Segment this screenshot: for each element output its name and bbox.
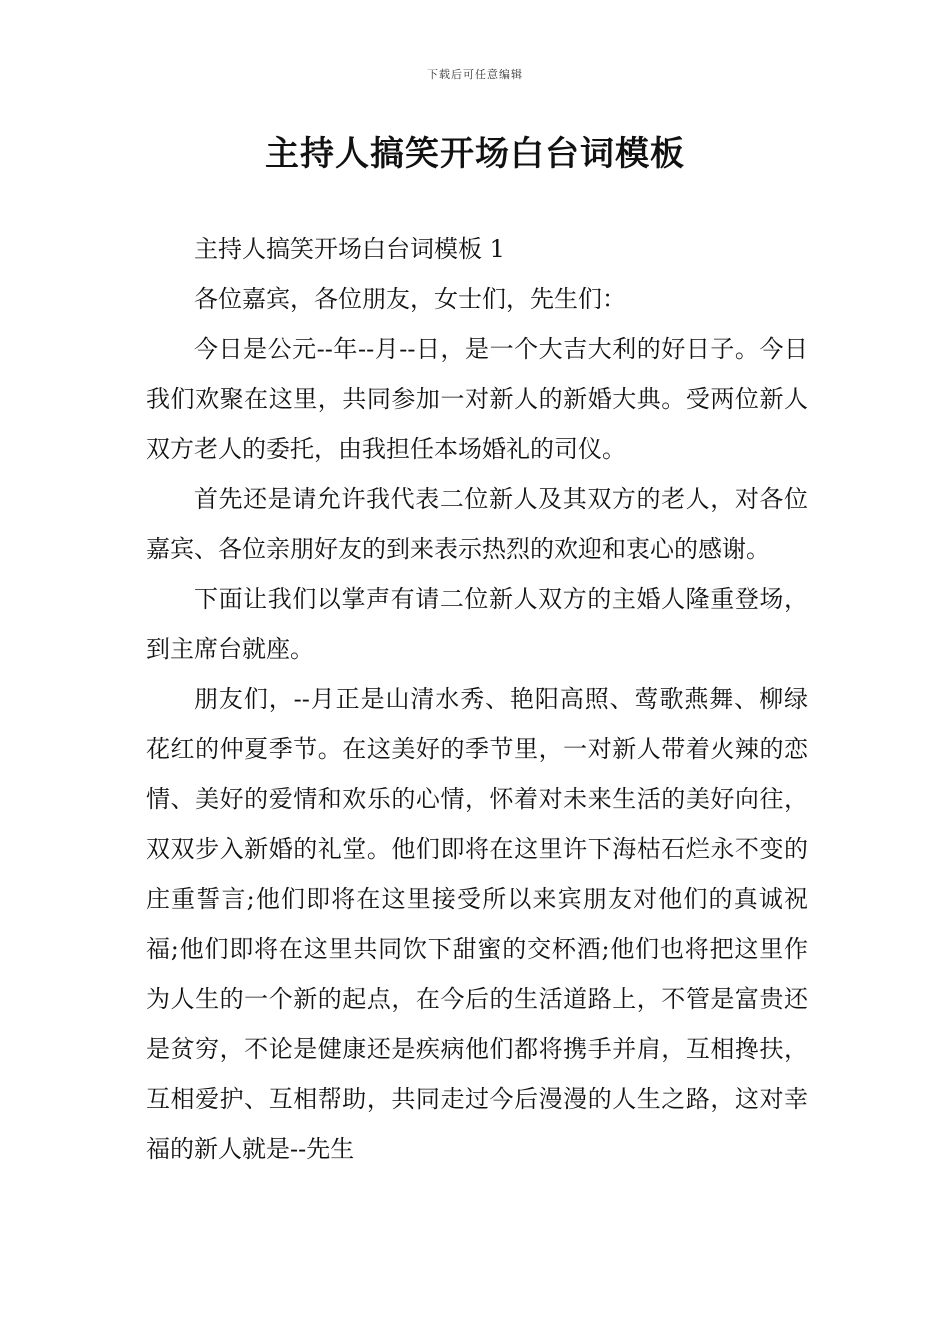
body-paragraph: 下面让我们以掌声有请二位新人双方的主婚人隆重登场，到主席台就座。 (146, 585, 808, 663)
document-title: 主持人搞笑开场白台词模板 (265, 134, 685, 174)
greeting-paragraph: 各位嘉宾，各位朋友，女士们，先生们： (194, 285, 626, 313)
section-heading: 主持人搞笑开场白台词模板 1 (194, 235, 505, 263)
body-paragraph: 朋友们，--月正是山清水秀、艳阳高照、莺歌燕舞、柳绿花红的仲夏季节。在这美好的季节里，一对新人带着火辣的恋情、美好的爱情和欢乐的心情，怀着对未来生活的美好向往，双双步入新婚的礼堂。他们即将在这里许下海枯石烂永不变的庄重誓言;他们即将在这里接受所以来宾朋友对他们的真诚祝福;他们即将在这里共同饮下甜蜜的交杯酒;他们也将把这里作为人生的一个新的起点，在今后的生活道路上，不管是富贵还是贫穷，不论是健康还是疾病他们都将携手并肩，互相搀扶，互相爱护、互相帮助，共同走过今后漫漫的人生之路，这对幸福的新人就是--先生 (146, 685, 808, 1163)
header-note: 下载后可任意编辑 (427, 68, 523, 81)
body-paragraph: 首先还是请允许我代表二位新人及其双方的老人，对各位嘉宾、各位亲朋好友的到来表示热烈的欢迎和衷心的感谢。 (146, 485, 808, 563)
body-paragraph: 今日是公元--年--月--日，是一个大吉大利的好日子。今日我们欢聚在这里，共同参加一对新人的新婚大典。受两位新人双方老人的委托，由我担任本场婚礼的司仪。 (146, 335, 808, 463)
document-body (146, 224, 808, 1174)
